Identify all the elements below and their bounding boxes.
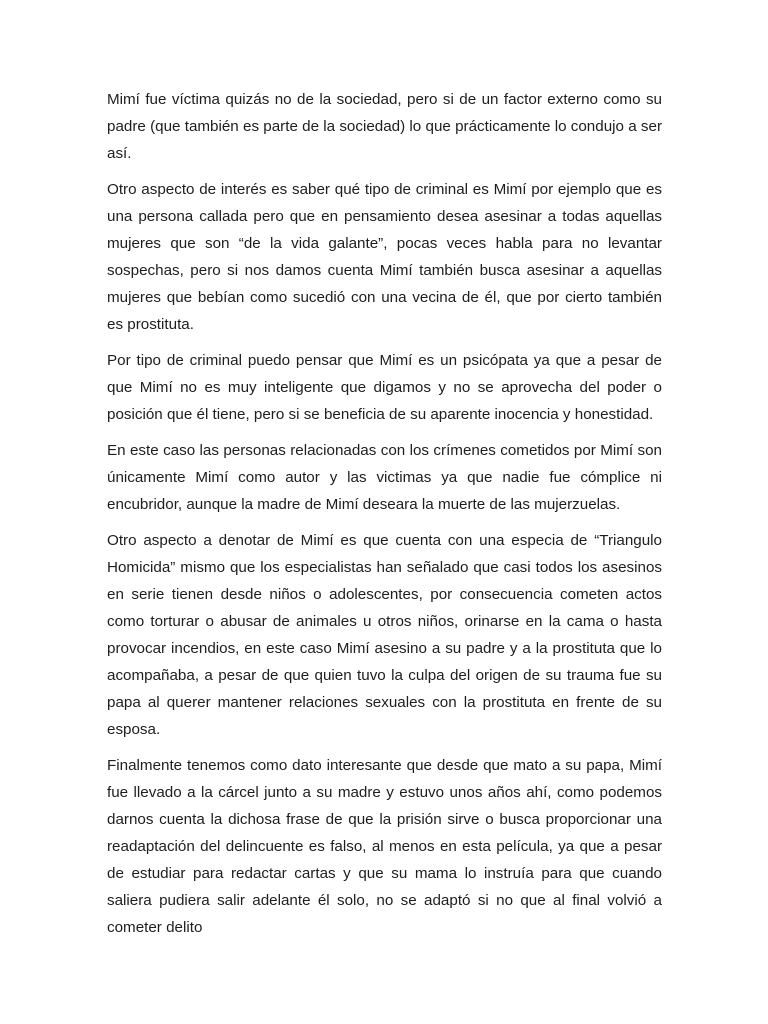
paragraph-4: En este caso las personas relacionadas con los crímenes cometidos por Mimí son únicamente Mimí como autor y las victimas ya que nadie fue cómplice ni encubridor, aunque la madre de Mimí deseara la muerte de las mujerzuelas. <box>107 442 662 513</box>
paragraph-3: Por tipo de criminal puedo pensar que Mimí es un psicópata ya que a pesar de que Mimí no es muy inteligente que digamos y no se aprovecha del poder o posición que él tiene, pero si se beneficia de su aparente inocencia y honestidad. <box>107 352 662 423</box>
paragraph-6: Finalmente tenemos como dato interesante que desde que mato a su papa, Mimí fue llevado a la cárcel junto a su madre y estuvo unos años ahí, como podemos darnos cuenta la dichosa frase de que la prisión sirve o busca proporcionar una readaptación del delincuente es falso, al menos en esta película, ya que a pesar de estudiar para redactar cartas y que su mama lo instruía para que cuando saliera pudiera salir adelante él solo, no se adaptó si no que al final volvió a cometer delito <box>107 757 662 936</box>
paragraph-5: Otro aspecto a denotar de Mimí es que cuenta con una especia de “Triangulo Homicida” mismo que los especialistas han señalado que casi todos los asesinos en serie tienen desde niños o adolescentes, por consecuencia cometen actos como torturar o abusar de animales u otros niños, orinarse en la cama o hasta provocar incendios, en este caso Mimí asesino a su padre y a la prostituta que lo acompañaba, a pesar de que quien tuvo la culpa del origen de su trauma fue su papa al querer mantener relaciones sexuales con la prostituta en frente de su esposa. <box>107 532 662 738</box>
paragraph-1: Mimí fue víctima quizás no de la sociedad, pero si de un factor externo como su padre (que también es parte de la sociedad) lo que prácticamente lo condujo a ser así. <box>107 91 662 162</box>
document-page <box>107 86 662 950</box>
paragraph-2: Otro aspecto de interés es saber qué tipo de criminal es Mimí por ejemplo que es una persona callada pero que en pensamiento desea asesinar a todas aquellas mujeres que son “de la vida galante”, pocas veces habla para no levantar sospechas, pero si nos damos cuenta Mimí también busca asesinar a aquellas mujeres que bebían como sucedió con una vecina de él, que por cierto también es prostituta. <box>107 181 662 333</box>
